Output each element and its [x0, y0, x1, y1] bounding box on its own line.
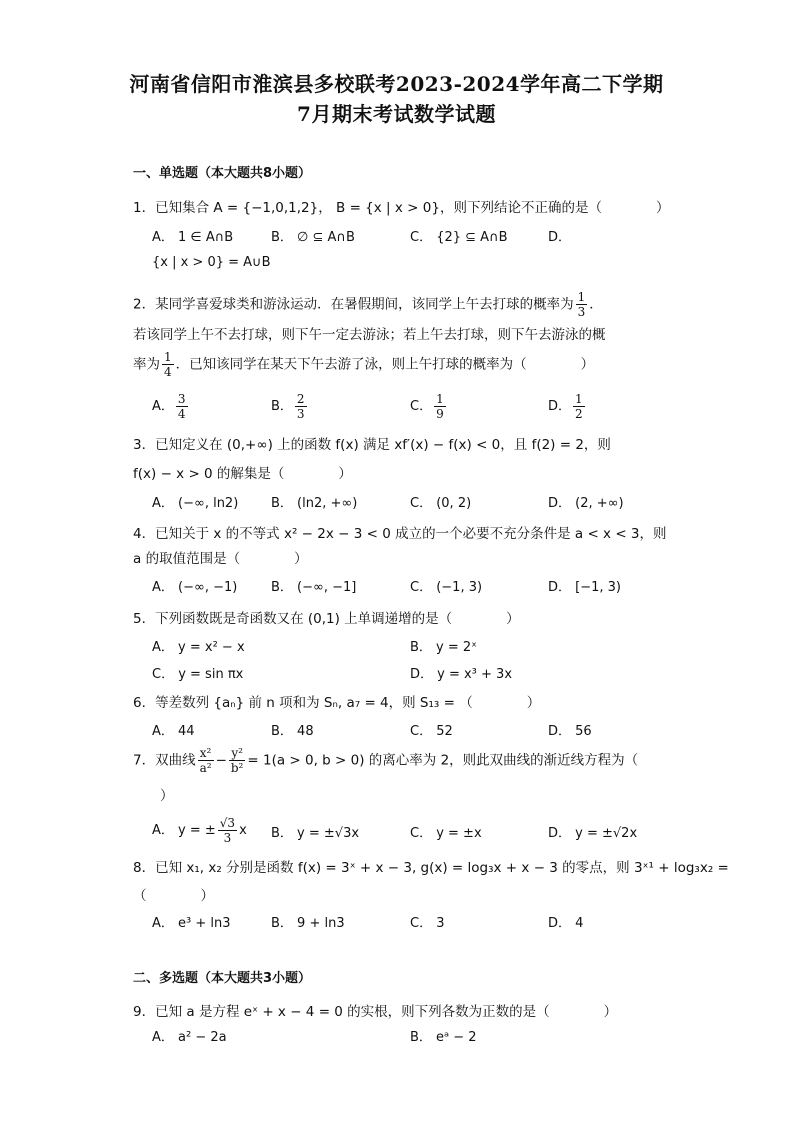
question-2-line3-start: 率为	[133, 356, 160, 373]
question-2-line2: 若该同学上午不去打球，则下午一定去游泳；若上午去打球，则下午去游泳的概	[133, 327, 606, 343]
question-9-stem: 9．已知 a 是方程 eˣ + x − 4 = 0 的实根，则下列各数为正数的是（ ）	[133, 1004, 618, 1020]
question-8-option-d: D． 4	[548, 916, 584, 931]
question-5-option-c: C． y = sin πx	[152, 667, 244, 682]
question-8-option-b: B． 9 + ln3	[271, 916, 345, 931]
question-2-fraction-2	[162, 350, 174, 379]
section-multiple-choice: 二、多选题（本大题共3小题）	[133, 971, 312, 986]
question-1-option-b: B． ∅ ⊆ A∩B	[271, 230, 355, 245]
question-7-fraction-x	[198, 746, 214, 775]
fraction-denominator: 9	[436, 407, 444, 421]
question-7-minus: −	[215, 752, 227, 769]
option-label: C．	[410, 399, 433, 414]
fraction-numerator: 1	[164, 350, 172, 364]
question-2-option-a	[152, 392, 190, 421]
question-1-option-d-text: {x | x > 0} = A∪B	[152, 255, 271, 270]
question-2-fraction-1	[576, 290, 588, 319]
question-1-option-a: A． 1 ∈ A∩B	[152, 230, 234, 245]
fraction-denominator: 4	[177, 407, 186, 421]
question-3-line2: f(x) − x > 0 的解集是（ ）	[133, 466, 352, 482]
question-4-line2: a 的取值范围是（ ）	[133, 551, 308, 567]
question-4-line1: 4．已知关于 x 的不等式 x² − 2x − 3 < 0 成立的一个必要不充分条件是 a < x < 3，则	[133, 526, 667, 542]
question-4-option-d: D． [−1, 3)	[548, 580, 621, 595]
question-8-option-c: C． 3	[410, 916, 445, 931]
question-2-line1-end: ．	[589, 296, 603, 313]
question-2-line3	[133, 350, 594, 379]
question-3-line1: 3．已知定义在 (0,+∞) 上的函数 f(x) 满足 xf′(x) − f(x) < 0，且 f(2) = 2，则	[133, 437, 611, 453]
question-6-option-b: B． 48	[271, 724, 314, 739]
question-4-option-a: A． (−∞, −1)	[152, 580, 238, 595]
question-7-option-b: B． y = ±√3x	[271, 826, 360, 841]
option-label: D．	[548, 399, 572, 414]
question-1-option-c: C． {2} ⊆ A∩B	[410, 230, 508, 245]
question-1-stem: 1．已知集合 A = {−1,0,1,2}， B = {x | x > 0}，则下列结论不正确的是（ ）	[133, 200, 670, 216]
question-2-line1	[133, 290, 603, 319]
fraction-numerator: √3	[219, 816, 236, 830]
question-6-stem: 6．等差数列 {aₙ} 前 n 项和为 Sₙ, a₇ = 4，则 S₁₃ = （ ）	[133, 695, 541, 711]
option-fraction	[295, 392, 307, 421]
fraction-numerator: y²	[229, 746, 246, 761]
question-7-line1-end: = 1(a > 0, b > 0) 的离心率为 2，则此双曲线的渐近线方程为（	[247, 752, 639, 769]
question-7-line2: ）	[133, 788, 174, 804]
option-label: A．	[152, 399, 174, 414]
option-fraction	[434, 392, 446, 421]
question-5-stem: 5．下列函数既是奇函数又在 (0,1) 上单调递增的是（ ）	[133, 611, 520, 627]
question-3-option-c: C． (0, 2)	[410, 496, 472, 511]
option-label: A． y = ±	[152, 823, 216, 838]
question-8-line1: 8．已知 x₁, x₂ 分别是函数 f(x) = 3ˣ + x − 3, g(x) = log₃x + x − 3 的零点，则 3ˣ¹ + log₃x₂ =	[133, 860, 729, 876]
question-3-option-b: B． (ln2, +∞)	[271, 496, 358, 511]
option-fraction	[176, 392, 188, 421]
fraction-denominator: 3	[296, 407, 305, 421]
question-1-option-d-label: D．	[548, 230, 572, 245]
fraction-numerator: 1	[577, 290, 586, 304]
fraction-denominator: 4	[164, 365, 172, 379]
question-5-option-d: D． y = x³ + 3x	[410, 667, 513, 682]
question-6-option-a: A． 44	[152, 724, 195, 739]
question-9-option-b: B． eᵃ − 2	[410, 1030, 477, 1045]
option-label: B．	[271, 399, 293, 414]
fraction-denominator: a²	[199, 761, 212, 775]
question-4-option-b: B． (−∞, −1]	[271, 580, 357, 595]
question-9-option-a: A． a² − 2a	[152, 1030, 227, 1045]
option-suffix: x	[239, 823, 247, 838]
question-6-option-c: C． 52	[410, 724, 453, 739]
page-title-line2: 7月期末考试数学试题	[297, 102, 496, 126]
fraction-numerator: 1	[575, 392, 583, 406]
fraction-numerator: 2	[296, 392, 305, 406]
question-7-option-a	[152, 816, 247, 845]
fraction-denominator: 3	[577, 305, 586, 319]
question-2-line1-text: 2．某同学喜爱球类和游泳运动．在暑假期间，该同学上午去打球的概率为	[133, 296, 574, 313]
fraction-denominator: b²	[230, 761, 244, 775]
question-5-option-a: A． y = x² − x	[152, 640, 245, 655]
question-7-line1	[133, 746, 638, 775]
question-7-option-c: C． y = ±x	[410, 826, 482, 841]
question-2-option-c	[410, 392, 448, 421]
question-6-option-d: D． 56	[548, 724, 592, 739]
question-8-option-a: A． e³ + ln3	[152, 916, 231, 931]
question-4-option-c: C． (−1, 3)	[410, 580, 483, 595]
question-8-line2: （ ）	[133, 888, 214, 904]
question-7-line1-start: 7．双曲线	[133, 752, 196, 769]
option-fraction	[573, 392, 585, 421]
question-5-option-b: B． y = 2ˣ	[410, 640, 477, 655]
fraction-denominator: 3	[223, 831, 232, 845]
question-3-option-a: A． (−∞, ln2)	[152, 496, 239, 511]
fraction-numerator: x²	[198, 746, 214, 761]
option-fraction	[218, 816, 237, 845]
question-3-option-d: D． (2, +∞)	[548, 496, 624, 511]
question-2-line3-end: ．已知该同学在某天下午去游了泳，则上午打球的概率为（ ）	[175, 356, 595, 373]
section-single-choice: 一、单选题（本大题共8小题）	[133, 166, 312, 181]
question-7-fraction-y	[229, 746, 246, 775]
fraction-numerator: 1	[436, 392, 444, 406]
fraction-numerator: 3	[177, 392, 186, 406]
page-title-line1: 河南省信阳市淮滨县多校联考2023-2024学年高二下学期	[129, 72, 664, 96]
fraction-denominator: 2	[575, 407, 583, 421]
question-7-option-d: D． y = ±√2x	[548, 826, 638, 841]
question-2-option-b	[271, 392, 309, 421]
question-2-option-d	[548, 392, 587, 421]
